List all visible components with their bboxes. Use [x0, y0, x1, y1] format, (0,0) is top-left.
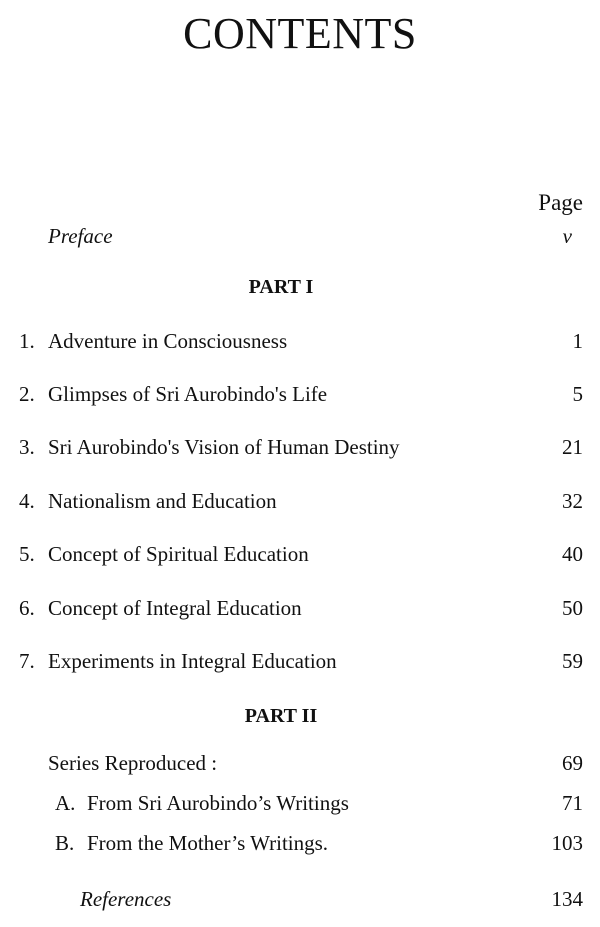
chapter-number: 3. — [19, 435, 35, 459]
chapter-title: Experiments in Integral Education — [48, 649, 337, 673]
chapter-title: Adventure in Consciousness — [48, 329, 288, 353]
chapter-page: 1 — [572, 329, 583, 353]
chapter-page: 32 — [562, 489, 583, 513]
part-2-heading: PART II — [244, 705, 318, 727]
chapter-title: Concept of Integral Education — [48, 596, 302, 620]
part-1-heading: PART I — [248, 276, 314, 298]
chapter-number: 5. — [19, 542, 35, 566]
series-item-page: 103 — [551, 831, 583, 855]
preface-label: Preface — [48, 224, 113, 248]
chapter-title: Glimpses of Sri Aurobindo's Life — [48, 382, 328, 406]
chapter-title: Nationalism and Education — [48, 489, 277, 513]
series-item-letter: A. — [55, 791, 76, 815]
series-page: 69 — [562, 751, 583, 775]
references-page: 134 — [551, 887, 583, 911]
chapter-number: 4. — [19, 489, 35, 513]
chapter-page: 59 — [562, 649, 583, 673]
chapter-number: 1. — [19, 329, 35, 353]
references-label: References — [80, 887, 172, 911]
chapter-page: 21 — [562, 435, 583, 459]
series-item-page: 71 — [562, 791, 583, 815]
chapter-title: Sri Aurobindo's Vision of Human Destiny — [48, 435, 400, 459]
chapter-page: 40 — [562, 542, 583, 566]
chapter-page: 50 — [562, 596, 583, 620]
chapter-number: 7. — [19, 649, 35, 673]
series-item-letter: B. — [55, 831, 75, 855]
preface-page: v — [562, 224, 572, 248]
series-label: Series Reproduced : — [48, 751, 218, 775]
chapter-number: 6. — [19, 596, 35, 620]
page-column-header: Page — [538, 190, 583, 215]
series-item-title: From Sri Aurobindo’s Writings — [87, 791, 349, 815]
chapter-number: 2. — [19, 382, 35, 406]
series-item-title: From the Mother’s Writings. — [87, 831, 329, 855]
chapter-title: Concept of Spiritual Education — [48, 542, 309, 566]
page-title: CONTENTS — [183, 9, 417, 58]
chapter-page: 5 — [572, 382, 583, 406]
